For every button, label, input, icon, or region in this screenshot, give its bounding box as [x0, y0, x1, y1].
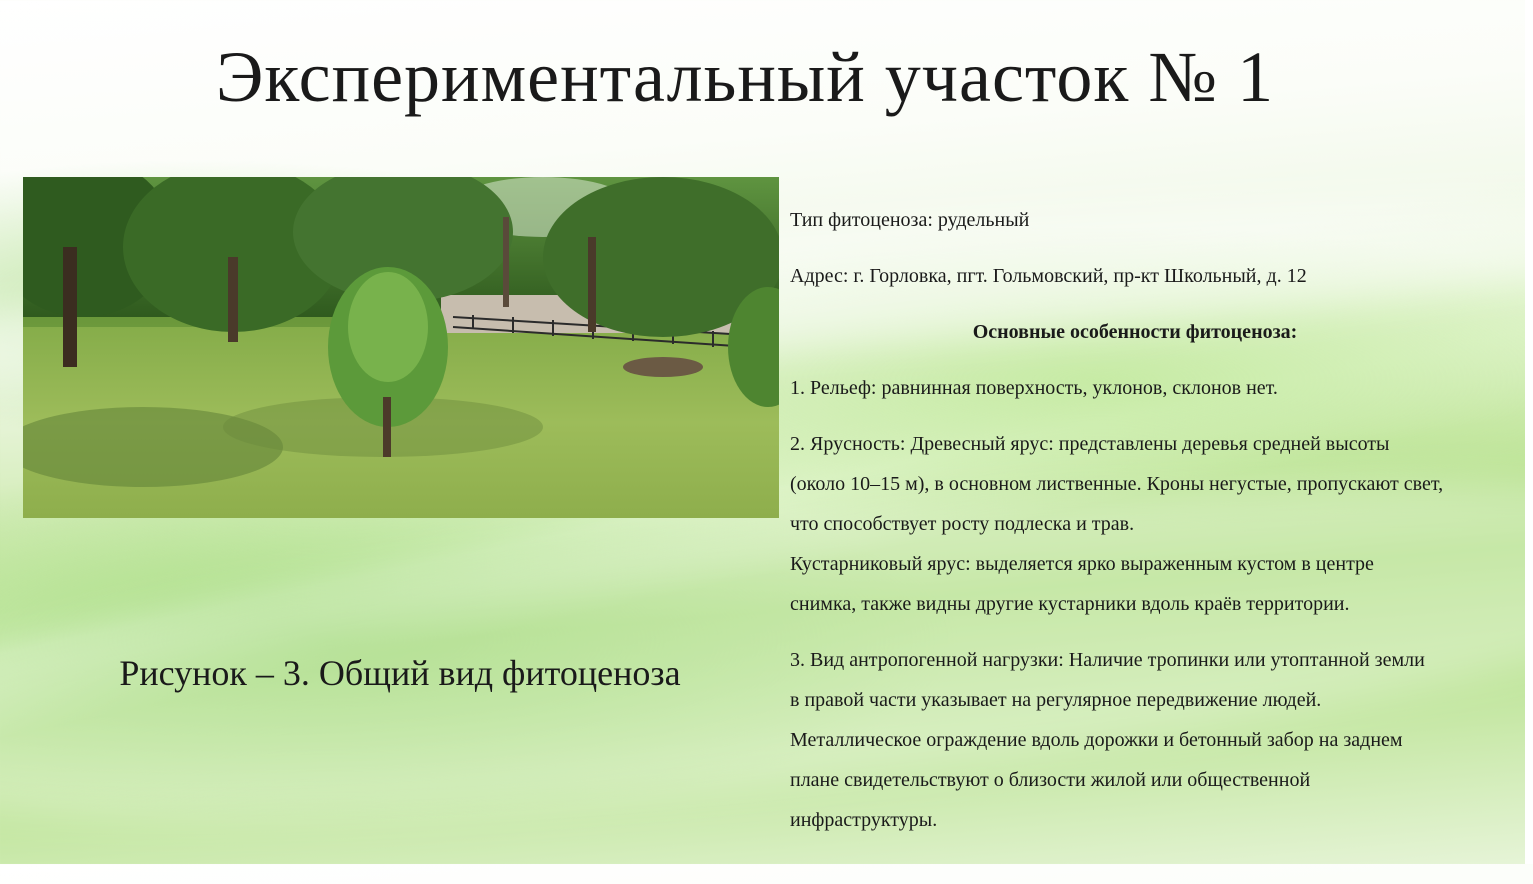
site-photo [23, 177, 779, 518]
phytocenosis-type: Тип фитоценоза: рудельный [790, 209, 1030, 231]
shrub-layer-line: Кустарниковый ярус: выделяется ярко выраженным кустом в центре [790, 553, 1374, 575]
anthropogenic-load-line: Металлическое ограждение вдоль дорожки и бетонный забор на заднем [790, 729, 1403, 751]
layering-text-line: (около 10–15 м), в основном лиственные. Кроны негустые, пропускают свет, [790, 473, 1444, 495]
slide-edge [1525, 0, 1533, 864]
anthropogenic-load-line: в правой части указывает на регулярное передвижение людей. [790, 689, 1322, 711]
anthropogenic-load-line: 3. Вид антропогенной нагрузки: Наличие тропинки или утоптанной земли [790, 649, 1425, 671]
anthropogenic-load-line: инфраструктуры. [790, 809, 938, 831]
layering-text-line: 2. Ярусность: Древесный ярус: представлены деревья средней высоты [790, 433, 1390, 455]
site-address: Адрес: г. Горловка, пгт. Гольмовский, пр-кт Школьный, д. 12 [790, 265, 1307, 287]
park-photo-icon [23, 177, 779, 518]
features-heading: Основные особенности фитоценоза: [972, 321, 1298, 343]
relief-text: 1. Рельеф: равнинная поверхность, уклонов, склонов нет. [790, 377, 1278, 399]
figure-caption: Рисунок – 3. Общий вид фитоценоза [119, 653, 681, 693]
anthropogenic-load-line: плане свидетельствуют о близости жилой или общественной [790, 769, 1311, 791]
layering-text-line: что способствует росту подлеска и трав. [790, 513, 1135, 535]
site-description [790, 200, 1520, 840]
shrub-layer-line: снимка, также видны другие кустарники вдоль краёв территории. [790, 593, 1350, 615]
slide-title: Экспериментальный участок № 1 [215, 37, 1275, 117]
